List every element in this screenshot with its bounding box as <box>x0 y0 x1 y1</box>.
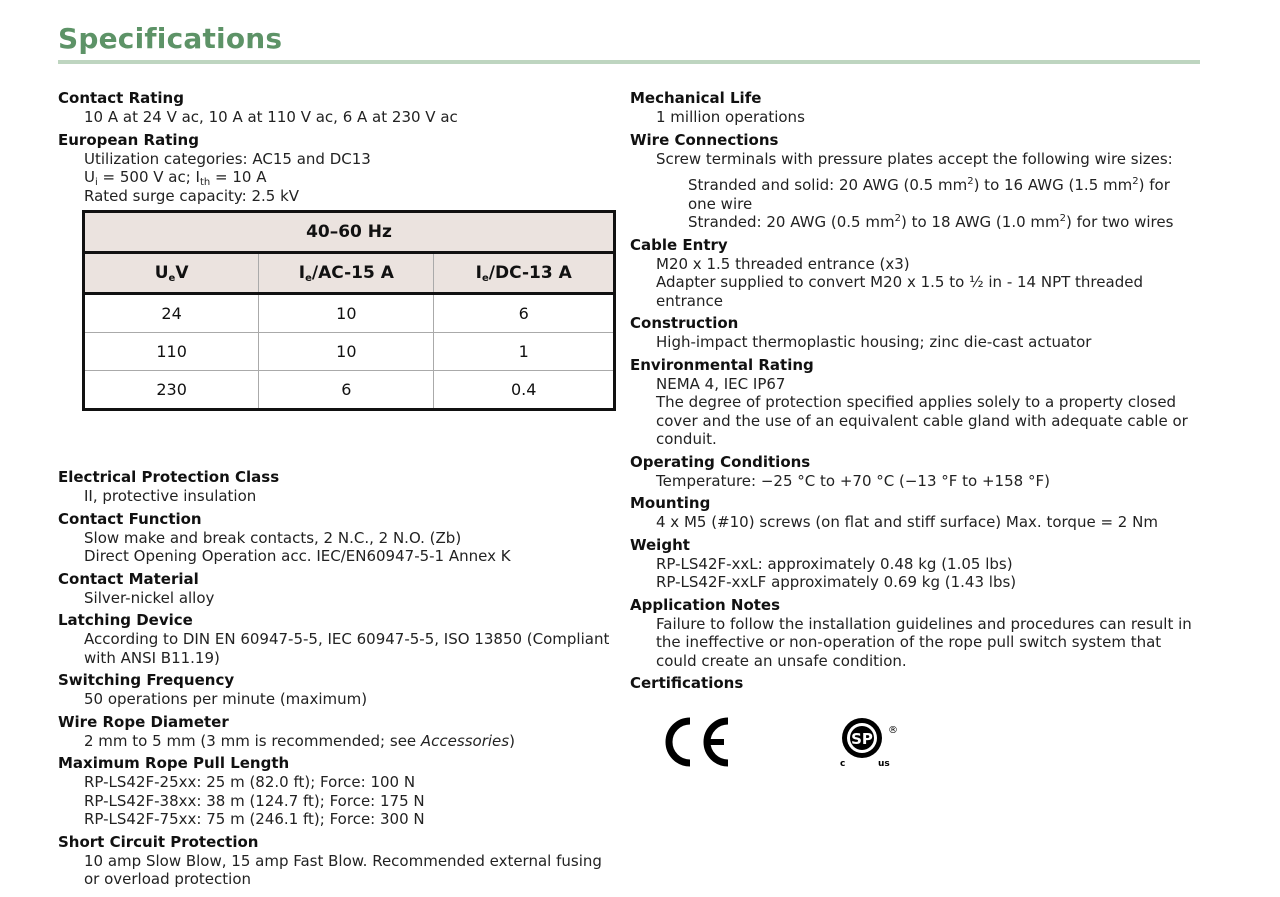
table-row <box>84 333 615 371</box>
section-wire-rope-diameter <box>58 713 620 751</box>
heading-electrical-protection: Electrical Protection Class <box>58 468 280 486</box>
contact-rating-value: 10 A at 24 V ac, 10 A at 110 V ac, 6 A at 230 V ac <box>84 108 458 126</box>
heading-wire-connections: Wire Connections <box>630 130 779 149</box>
section-contact-rating <box>58 89 620 127</box>
ue-sub: e <box>168 273 176 284</box>
frequency-header: 40–60 Hz <box>84 212 615 253</box>
table-cell: 6 <box>259 371 434 410</box>
latching-device-line: According to DIN EN 60947-5-5, IEC 60947-5-5, ISO 13850 (Compliant <box>84 630 610 648</box>
environmental-line: conduit. <box>656 430 717 448</box>
table-cell: 24 <box>84 294 259 333</box>
latching-device-line: with ANSI B11.19) <box>84 648 220 667</box>
heading-max-rope-pull-length: Maximum Rope Pull Length <box>58 754 290 772</box>
contact-function-line: Direct Opening Operation acc. IEC/EN60947-5-1 Annex K <box>84 547 511 565</box>
table-cell: 10 <box>259 294 434 333</box>
environmental-line: NEMA 4, IEC IP67 <box>656 374 786 393</box>
csa-us-mark-icon <box>838 713 902 771</box>
section-application-notes <box>630 596 1200 671</box>
section-construction <box>630 314 1200 352</box>
section-electrical-protection <box>58 468 620 506</box>
contact-material-value: Silver-nickel alloy <box>84 588 215 607</box>
ie-sub: e <box>481 273 489 284</box>
section-weight <box>630 536 1200 592</box>
utilization-categories: Utilization categories: AC15 and DC13 <box>84 149 371 168</box>
wire-size-one-wire-cont: one wire <box>688 194 753 213</box>
rating-table-frequency-row <box>84 212 615 253</box>
short-circuit-line: 10 amp Slow Blow, 15 amp Fast Blow. Recommended external fusing <box>84 851 602 870</box>
wire-text: ) for two wires <box>1066 213 1174 231</box>
application-notes-line: Failure to follow the installation guidelines and procedures can result in <box>656 614 1192 633</box>
table-cell: 6 <box>434 294 615 333</box>
section-contact-function <box>58 510 620 566</box>
wire-text: ) to 18 AWG (1.0 mm <box>900 213 1060 231</box>
wire-text: ) to 16 AWG (1.5 mm <box>973 176 1133 194</box>
csa-letters: SP <box>851 730 873 748</box>
heading-short-circuit: Short Circuit Protection <box>58 832 259 851</box>
wire-text: Stranded: 20 AWG (0.5 mm <box>688 213 895 231</box>
section-switching-frequency <box>58 671 620 709</box>
ue-tail: V <box>175 263 189 283</box>
heading-construction: Construction <box>630 314 739 332</box>
col-header-dc13 <box>434 253 615 294</box>
right-column <box>630 89 1200 777</box>
table-cell: 110 <box>84 333 259 371</box>
heading-switching-frequency: Switching Frequency <box>58 671 235 689</box>
wire-size-one-wire <box>630 176 1200 195</box>
heading-certifications: Certifications <box>630 674 744 692</box>
heading-environmental-rating: Environmental Rating <box>630 355 814 374</box>
accessories-reference: Accessories <box>420 731 510 750</box>
ui-ith-values <box>58 168 620 187</box>
mechanical-life-value: 1 million operations <box>656 108 805 126</box>
wire-connections-intro: Screw terminals with pressure plates accept the following wire sizes: <box>656 149 1173 168</box>
table-row <box>84 294 615 333</box>
ui-text: = 500 V ac; I <box>97 168 200 186</box>
squared-sup: 2 <box>894 213 901 224</box>
switching-frequency-value: 50 operations per minute (maximum) <box>84 690 368 708</box>
heading-contact-material: Contact Material <box>58 569 199 588</box>
heading-latching-device: Latching Device <box>58 611 193 629</box>
heading-contact-rating: Contact Rating <box>58 89 184 107</box>
heading-cable-entry: Cable Entry <box>630 235 728 254</box>
weight-line: RP-LS42F-xxLF approximately 0.69 kg (1.43 lbs) <box>656 573 1017 591</box>
pull-length-line: RP-LS42F-25xx: 25 m (82.0 ft); Force: 100 N <box>84 773 416 791</box>
short-circuit-line: or overload protection <box>84 870 252 888</box>
section-latching-device <box>58 611 620 667</box>
contact-function-line: Slow make and break contacts, 2 N.C., 2 N.O. (Zb) <box>84 528 462 547</box>
ie-sub: e <box>305 273 312 284</box>
cable-entry-line: entrance <box>656 291 723 310</box>
wire-text: ) for <box>1138 176 1170 194</box>
table-row <box>84 371 615 410</box>
mounting-value: 4 x M5 (#10) screws (on flat and stiff surface) Max. torque = 2 Nm <box>656 513 1158 531</box>
wire-size-two-wires <box>630 213 1200 232</box>
col-header-ue <box>84 253 259 294</box>
operating-temperature: Temperature: −25 °C to +70 °C (−13 °F to +158 °F) <box>656 471 1050 490</box>
heading-wire-rope-diameter: Wire Rope Diameter <box>58 712 229 731</box>
heading-contact-function: Contact Function <box>58 509 202 528</box>
construction-value: High-impact thermoplastic housing; zinc die-cast actuator <box>656 333 1092 351</box>
spacer <box>630 168 1200 176</box>
ie-symbol: I <box>298 263 306 283</box>
section-mechanical-life <box>630 89 1200 127</box>
table-cell: 1 <box>434 333 615 371</box>
rating-table-header-row <box>84 253 615 294</box>
pull-length-line: RP-LS42F-38xx: 38 m (124.7 ft); Force: 175 N <box>84 791 425 810</box>
csa-registered-mark: ® <box>888 725 898 736</box>
section-mounting <box>630 494 1200 532</box>
rating-table <box>82 210 616 411</box>
environmental-line: cover and the use of an equivalent cable gland with adequate cable or <box>656 411 1188 430</box>
heading-european-rating: European Rating <box>58 130 199 149</box>
cable-entry-line: M20 x 1.5 threaded entrance (x3) <box>656 254 910 273</box>
title-rule <box>58 60 1200 64</box>
environmental-line: The degree of protection specified applies solely to a property closed <box>656 393 1177 411</box>
section-certifications <box>630 674 1200 773</box>
heading-mounting: Mounting <box>630 494 711 512</box>
ue-symbol: U <box>154 263 169 283</box>
ui-subscript: i <box>94 177 98 188</box>
section-environmental-rating <box>630 356 1200 449</box>
spacer <box>58 415 620 468</box>
cable-entry-line: Adapter supplied to convert M20 x 1.5 to ½ in - 14 NPT threaded <box>656 273 1143 291</box>
application-notes-line: could create an unsafe condition. <box>656 651 907 670</box>
ith-subscript: th <box>199 177 211 188</box>
certification-logos <box>630 693 1200 773</box>
wire-text: Stranded and solid: 20 AWG (0.5 mm <box>688 176 968 194</box>
diameter-text-end: ) <box>509 731 515 750</box>
table-cell: 230 <box>84 371 259 410</box>
section-operating-conditions <box>630 453 1200 491</box>
ce-mark-icon <box>660 715 734 769</box>
table-cell: 10 <box>259 333 434 371</box>
section-wire-connections <box>630 131 1200 232</box>
wire-rope-diameter-value <box>58 732 620 751</box>
application-notes-line: the ineffective or non-operation of the rope pull switch system that <box>656 633 1162 651</box>
heading-weight: Weight <box>630 535 690 554</box>
csa-c-label: c <box>840 759 846 769</box>
csa-us-label: us <box>878 759 890 769</box>
section-european-rating <box>58 131 620 412</box>
ui-symbol: U <box>84 168 95 186</box>
ac15-tail: /AC-15 A <box>311 263 394 283</box>
col-header-ac15 <box>259 253 434 294</box>
section-short-circuit <box>58 833 620 889</box>
heading-mechanical-life: Mechanical Life <box>630 89 762 107</box>
heading-application-notes: Application Notes <box>630 595 781 614</box>
page-title: Specifications <box>58 22 283 55</box>
section-contact-material <box>58 570 620 608</box>
weight-line: RP-LS42F-xxL: approximately 0.48 kg (1.05 lbs) <box>656 554 1013 573</box>
diameter-text: 2 mm to 5 mm (3 mm is recommended; see <box>84 731 421 750</box>
ith-text: = 10 A <box>210 168 267 186</box>
left-column <box>58 89 620 893</box>
dc13-tail: /DC-13 A <box>488 263 572 283</box>
section-cable-entry <box>630 236 1200 311</box>
squared-sup: 2 <box>967 176 974 187</box>
ie-symbol: I <box>475 263 482 283</box>
squared-sup: 2 <box>1059 213 1067 224</box>
pull-length-line: RP-LS42F-75xx: 75 m (246.1 ft); Force: 300 N <box>84 810 425 828</box>
electrical-protection-value: II, protective insulation <box>84 487 257 505</box>
squared-sup: 2 <box>1132 176 1139 187</box>
table-cell: 0.4 <box>510 380 537 399</box>
rated-surge-capacity: Rated surge capacity: 2.5 kV <box>84 186 300 205</box>
heading-operating-conditions: Operating Conditions <box>630 452 811 471</box>
section-max-rope-pull-length <box>58 754 620 829</box>
